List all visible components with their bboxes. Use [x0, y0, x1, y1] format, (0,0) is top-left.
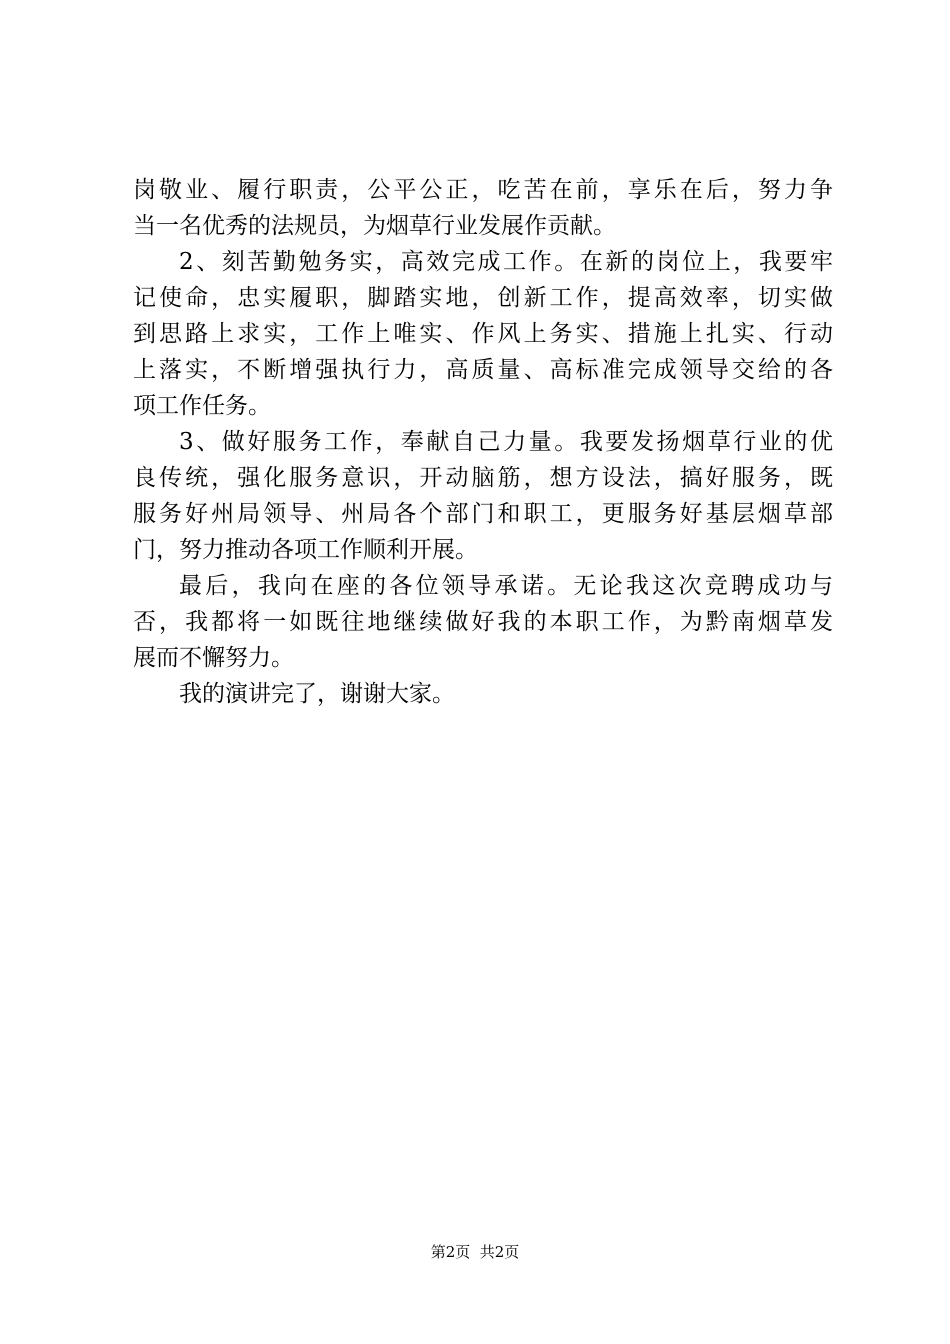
text-line: 门，努力推动各项工作顺利开展。 — [133, 537, 478, 563]
text-line: 服务好州局领导、州局各个部门和职工，更服务好基层烟草部 — [133, 501, 833, 527]
text-line: 岗敬业、履行职责，公平公正，吃苦在前，享乐在后，努力争 — [133, 177, 833, 203]
text-line: 项工作任务。 — [133, 393, 271, 419]
text-line: 2、刻苦勤勉务实，高效完成工作。在新的岗位上，我要牢 — [179, 249, 833, 275]
text-line: 到思路上求实，工作上唯实、作风上务实、措施上扎实、行动 — [133, 321, 833, 347]
page-number: 第2页 共2页 — [430, 1243, 520, 1261]
text-line: 展而不懈努力。 — [133, 645, 294, 671]
page-footer — [0, 1242, 950, 1262]
text-line: 否，我都将一如既往地继续做好我的本职工作，为黔南烟草发 — [133, 609, 833, 635]
text-line: 3、做好服务工作，奉献自己力量。我要发扬烟草行业的优 — [179, 429, 833, 455]
text-line: 我的演讲完了，谢谢大家。 — [179, 681, 455, 707]
text-line: 良传统，强化服务意识，开动脑筋，想方设法，搞好服务，既 — [133, 465, 833, 491]
text-line: 最后，我向在座的各位领导承诺。无论我这次竞聘成功与 — [179, 573, 833, 599]
text-line: 上落实，不断增强执行力，高质量、高标准完成领导交给的各 — [133, 357, 833, 383]
document-body — [133, 172, 833, 712]
text-line: 记使命，忠实履职，脚踏实地，创新工作，提高效率，切实做 — [133, 285, 833, 311]
text-line: 当一名优秀的法规员，为烟草行业发展作贡献。 — [133, 213, 616, 239]
